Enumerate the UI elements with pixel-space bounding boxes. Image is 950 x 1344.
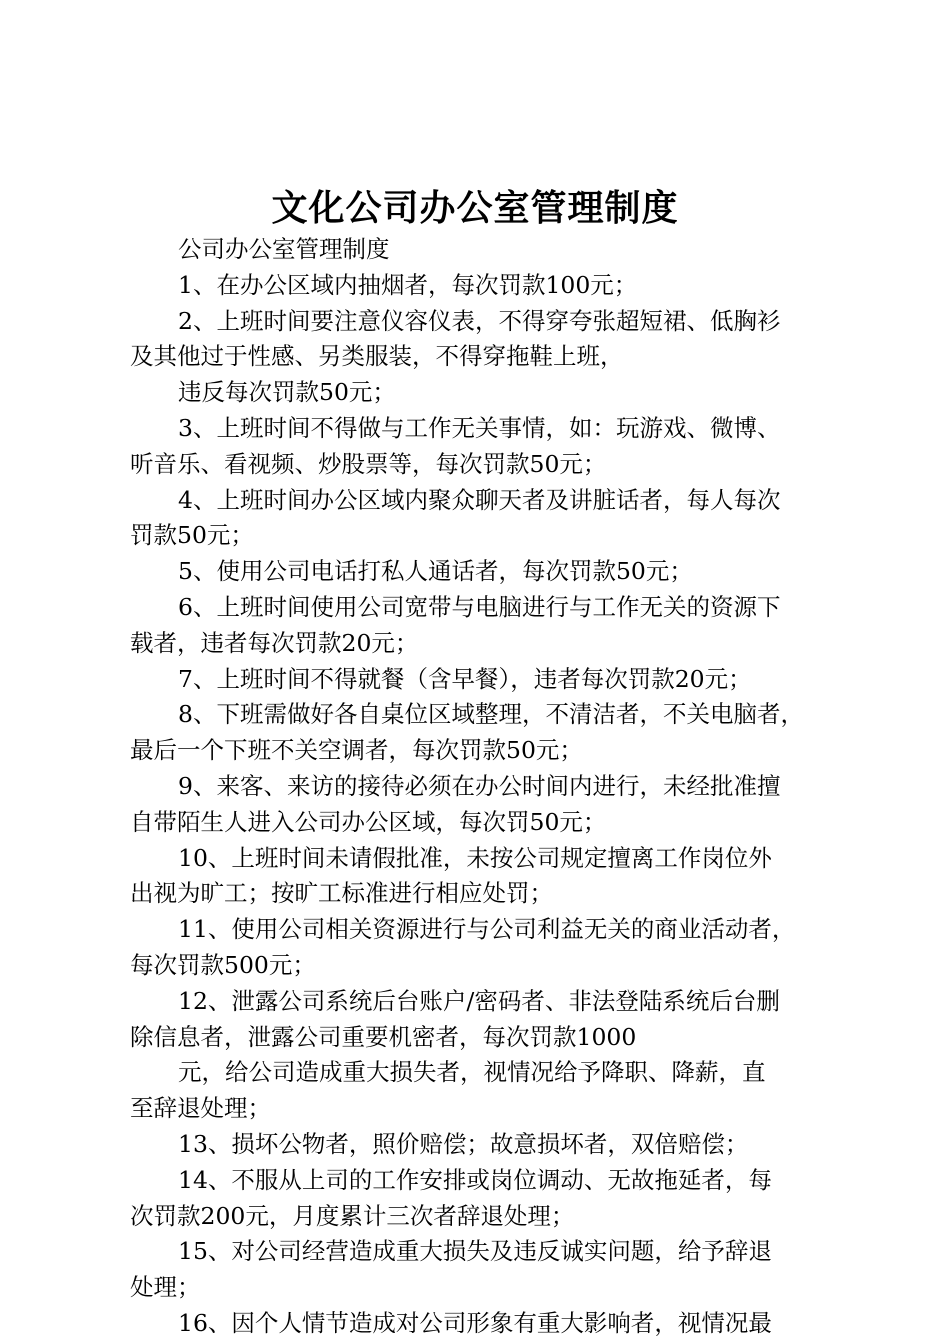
paragraph-line: 11、使用公司相关资源进行与公司利益无关的商业活动者， — [178, 915, 796, 944]
paragraph-line: 除信息者，泄露公司重要机密者，每次罚款1000 — [130, 1022, 637, 1051]
paragraph-line: 10、上班时间未请假批准，未按公司规定擅离工作岗位外 — [178, 843, 772, 872]
paragraph-line: 每次罚款500元； — [130, 950, 316, 979]
paragraph-line: 违反每次罚款50元； — [178, 378, 396, 407]
paragraph-line: 罚款50元； — [130, 521, 254, 550]
paragraph-line: 2、上班时间要注意仪容仪表，不得穿夸张超短裙、低胸衫 — [178, 306, 781, 335]
paragraph-line: 8、下班需做好各自桌位区域整理，不清洁者，不关电脑者， — [178, 700, 804, 729]
paragraph-line: 公司办公室管理制度 — [178, 235, 390, 263]
paragraph-line: 16、因个人情节造成对公司形象有重大影响者，视情况最 — [178, 1308, 772, 1337]
paragraph-line: 7、上班时间不得就餐（含早餐），违者每次罚款20元； — [178, 664, 752, 693]
paragraph-line: 出视为旷工；按旷工标准进行相应处罚； — [130, 879, 553, 908]
paragraph-line: 自带陌生人进入公司办公区域，每次罚50元； — [130, 807, 607, 836]
paragraph-line: 3、上班时间不得做与工作无关事情，如：玩游戏、微博、 — [178, 413, 781, 442]
paragraph-line: 及其他过于性感、另类服装，不得穿拖鞋上班， — [130, 342, 624, 371]
document-body — [130, 232, 830, 1342]
paragraph-line: 次罚款200元，月度累计三次者辞退处理； — [130, 1201, 575, 1230]
paragraph-line: 9、来客、来访的接待必须在办公时间内进行，未经批准擅 — [178, 771, 781, 800]
document-title: 文化公司办公室管理制度 — [271, 187, 679, 229]
paragraph-line: 12、泄露公司系统后台账户/密码者、非法登陆系统后台删 — [178, 986, 780, 1015]
paragraph-line: 1、在办公区域内抽烟者，每次罚款100元； — [178, 270, 638, 299]
paragraph-line: 载者，违者每次罚款20元； — [130, 628, 419, 657]
paragraph-line: 处理； — [130, 1273, 201, 1302]
paragraph-line: 6、上班时间使用公司宽带与电脑进行与工作无关的资源下 — [178, 592, 781, 621]
paragraph-line: 4、上班时间办公区域内聚众聊天者及讲脏话者，每人每次 — [178, 485, 781, 514]
paragraph-line: 元，给公司造成重大损失者，视情况给予降职、降薪，直 — [178, 1058, 766, 1087]
paragraph-line: 听音乐、看视频、炒股票等，每次罚款50元； — [130, 449, 607, 478]
paragraph-line: 13、损坏公物者，照价赔偿；故意损坏者，双倍赔偿； — [178, 1129, 749, 1158]
paragraph-line: 14、不服从上司的工作安排或岗位调动、无故拖延者，每 — [178, 1165, 772, 1194]
paragraph-line: 15、对公司经营造成重大损失及违反诚实问题，给予辞退 — [178, 1237, 772, 1266]
paragraph-line: 至辞退处理； — [130, 1094, 271, 1123]
paragraph-line: 最后一个下班不关空调者，每次罚款50元； — [130, 736, 583, 765]
paragraph-line: 5、使用公司电话打私人通话者，每次罚款50元； — [178, 557, 693, 586]
